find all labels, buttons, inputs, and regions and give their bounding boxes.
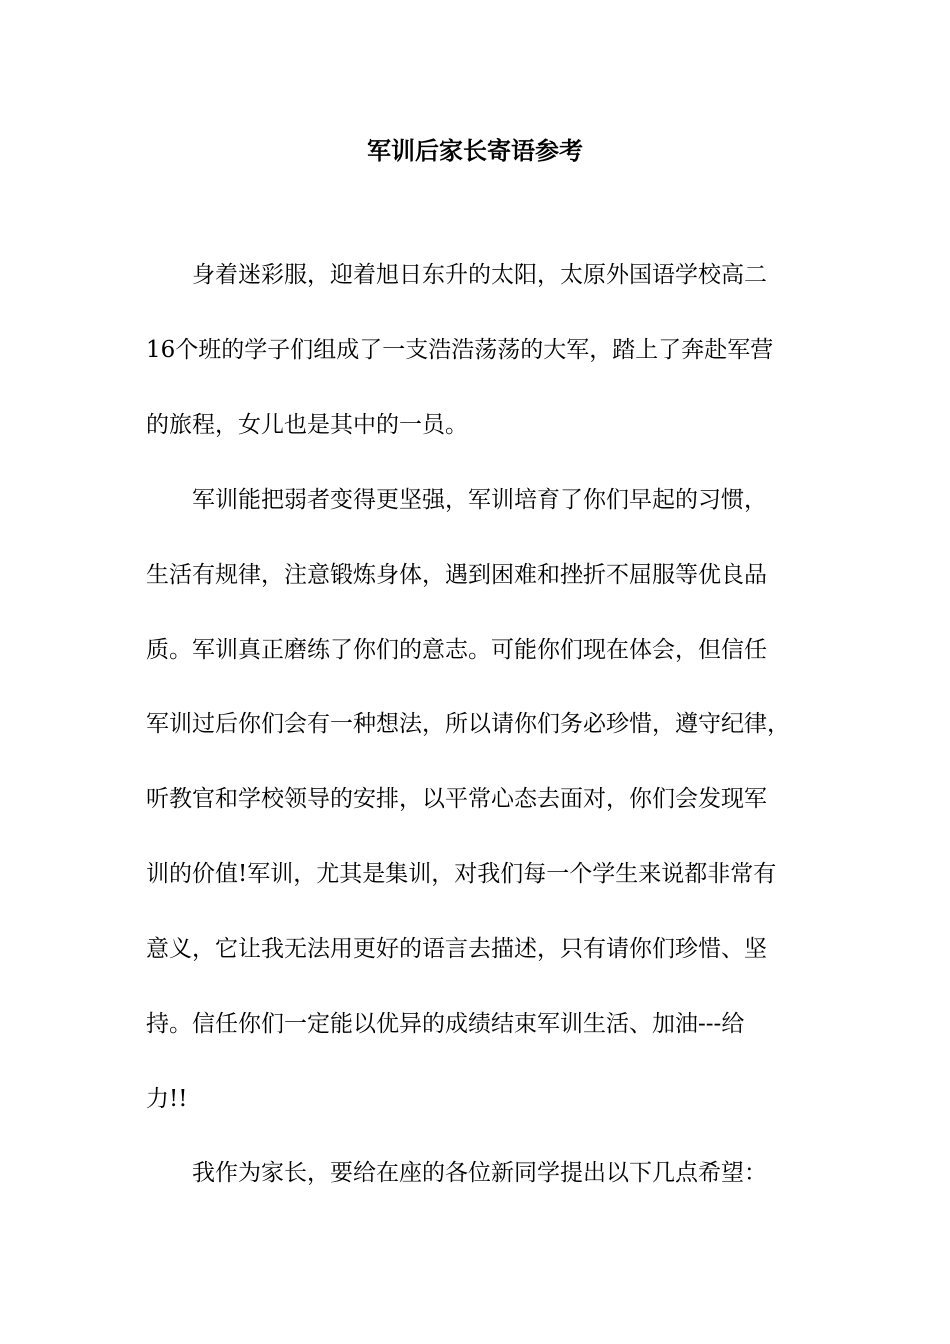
page-title: 军训后家长寄语参考 (367, 136, 583, 165)
paragraph-2-line-6: 训的价值!军训，尤其是集训，对我们每一个学生来说都非常有 (146, 861, 777, 887)
paragraph-2-line-2: 生活有规律，注意锻炼身体，遇到困难和挫折不屈服等优良品 (146, 562, 767, 588)
paragraph-1-line-2: 16个班的学子们组成了一支浩浩荡荡的大军，踏上了奔赴军营 (146, 337, 774, 363)
paragraph-2-line-4: 军训过后你们会有一种想法，所以请你们务必珍惜，遵守纪律， (146, 711, 790, 737)
paragraph-2-line-3: 质。军训真正磨练了你们的意志。可能你们现在体会，但信任 (146, 637, 767, 663)
paragraph-1-line-3: 的旅程，女儿也是其中的一员。 (146, 412, 468, 438)
paragraph-2-line-8: 持。信任你们一定能以优异的成绩结束军训生活、加油---给 (146, 1011, 745, 1037)
paragraph-2-line-9: 力!! (146, 1086, 188, 1112)
paragraph-2-line-5: 听教官和学校领导的安排，以平常心态去面对，你们会发现军 (146, 786, 767, 812)
paragraph-2-line-1: 军训能把弱者变得更坚强，军训培育了你们早起的习惯， (192, 487, 767, 513)
paragraph-1-line-1: 身着迷彩服，迎着旭日东升的太阳，太原外国语学校高二 (192, 262, 767, 288)
paragraph-3-line-1: 我作为家长，要给在座的各位新同学提出以下几点希望： (192, 1160, 767, 1186)
paragraph-2-line-7: 意义，它让我无法用更好的语言去描述，只有请你们珍惜、坚 (146, 936, 767, 962)
